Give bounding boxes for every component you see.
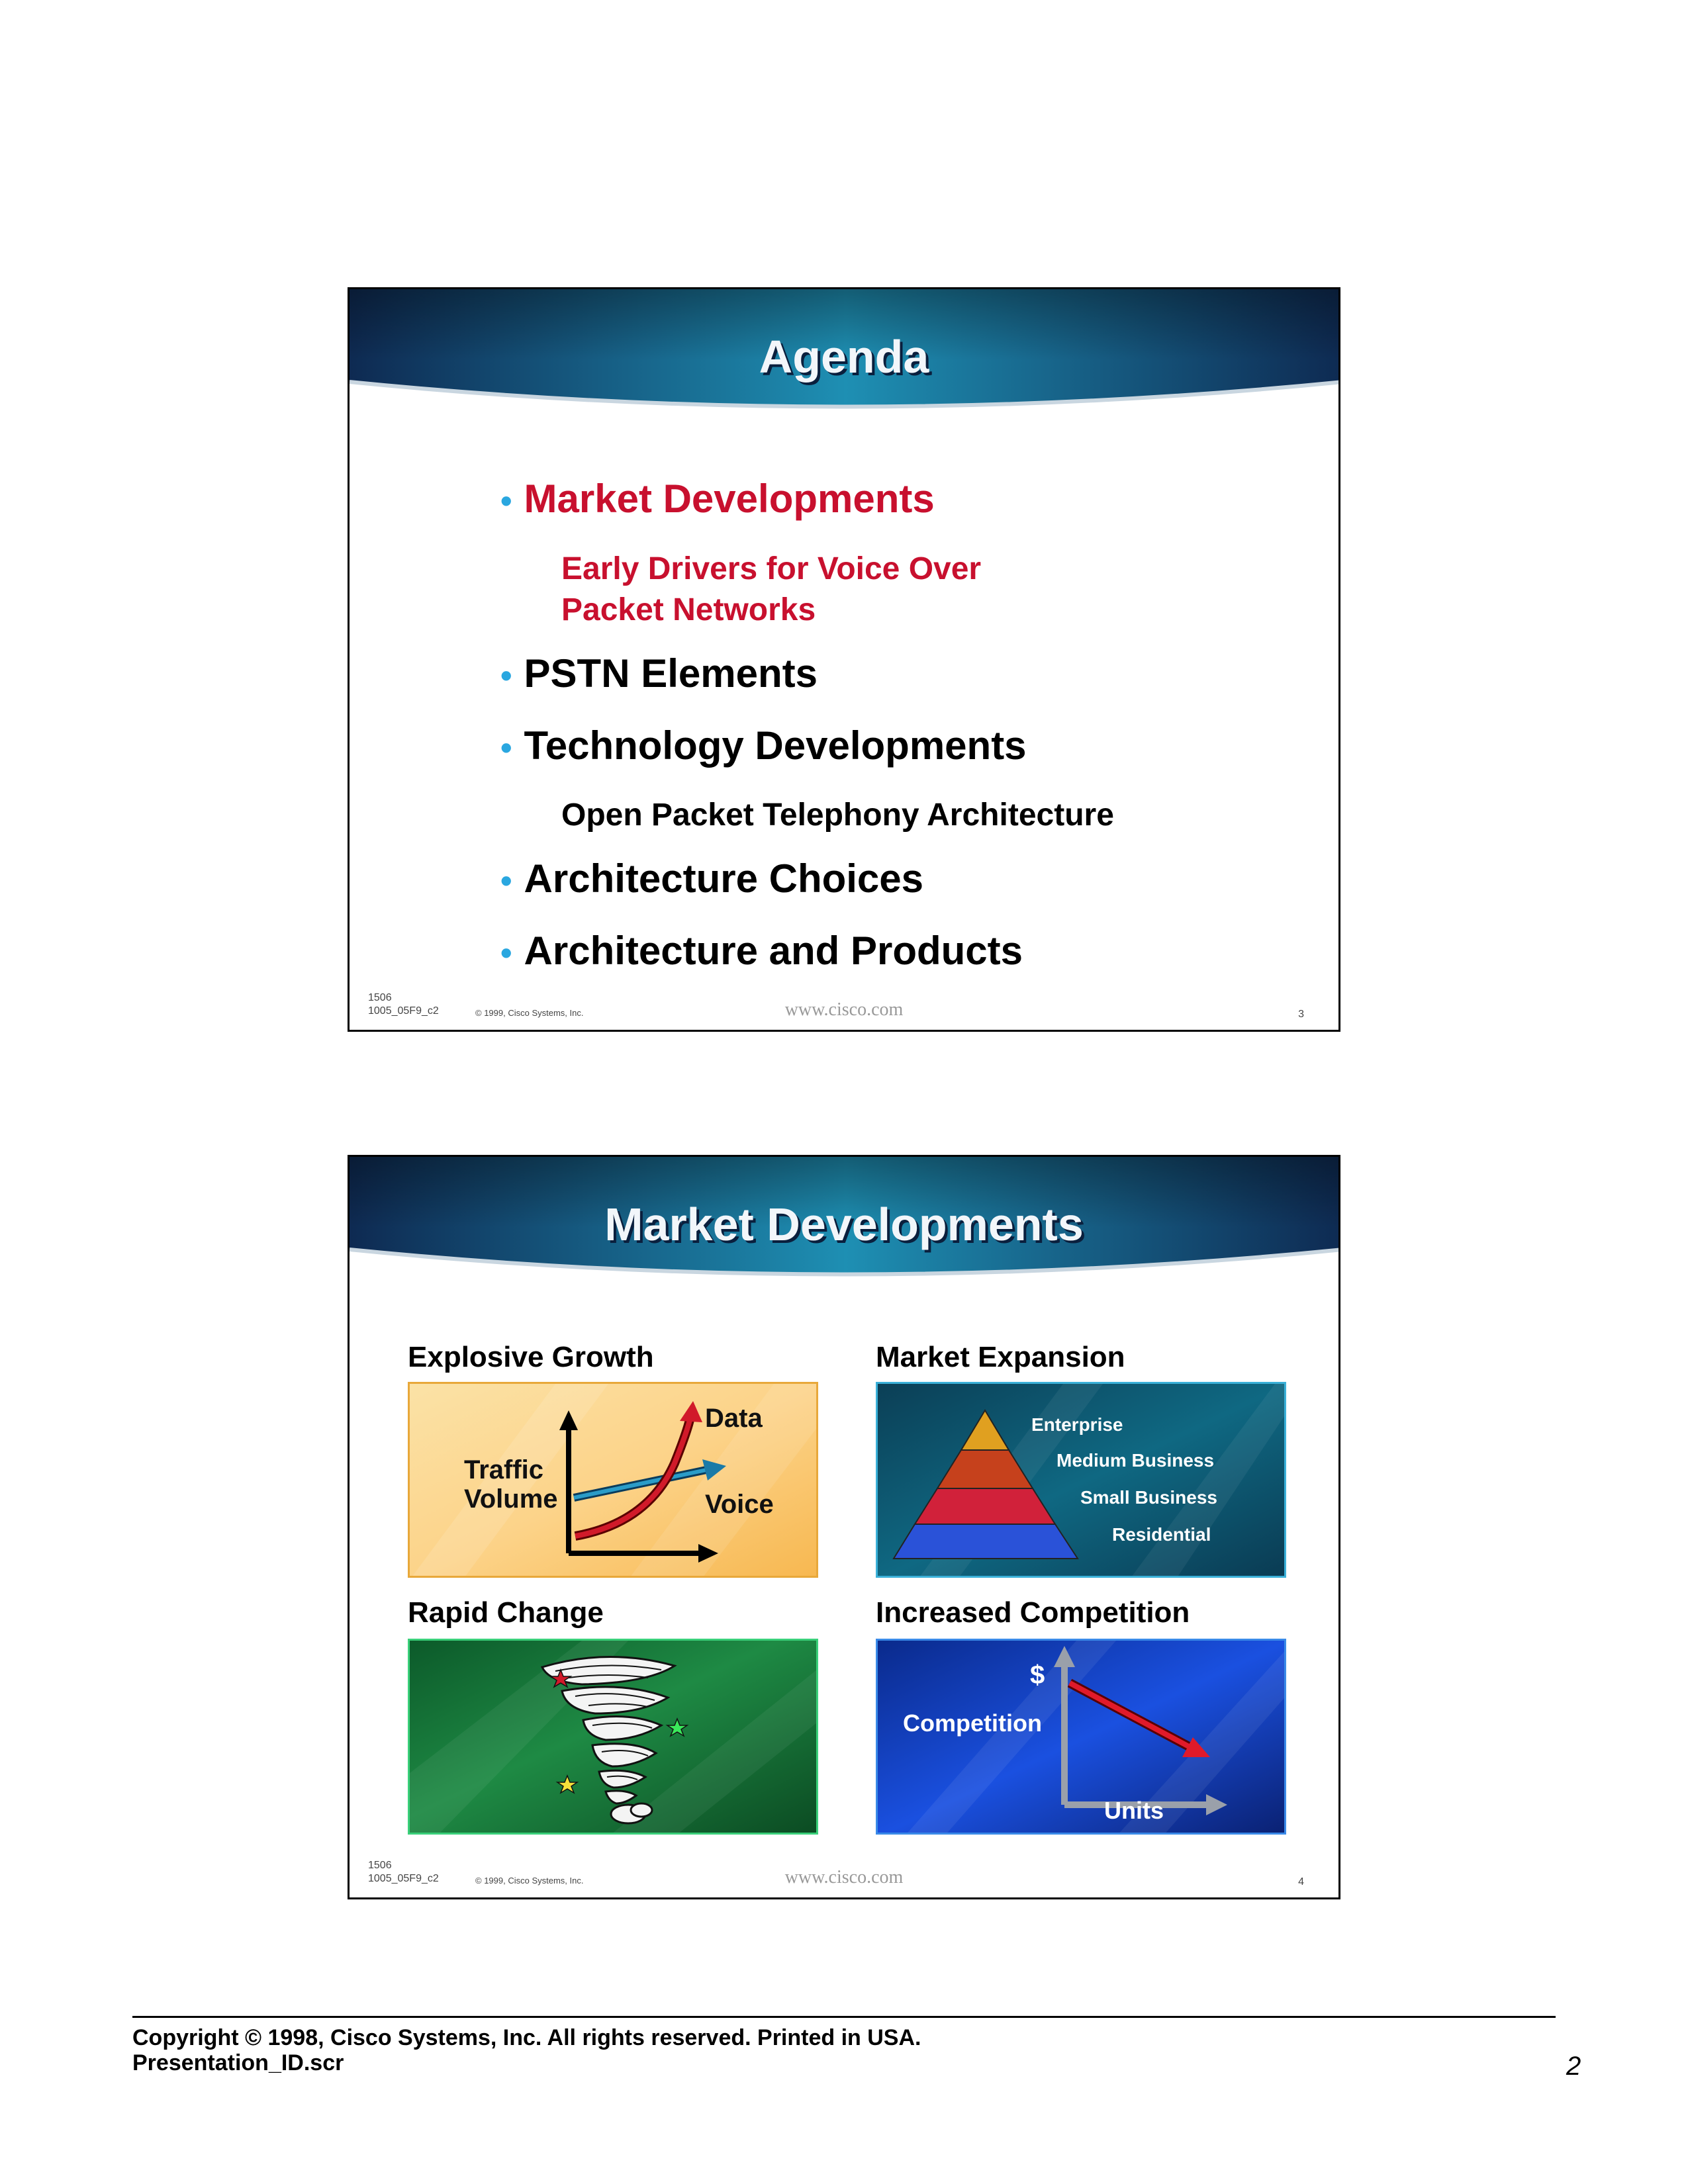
- page-copyright: Copyright © 1998, Cisco Systems, Inc. All rights reserved. Printed in USA.: [132, 2025, 921, 2050]
- slide-number: 3: [1298, 1009, 1304, 1020]
- presentation-id: Presentation_ID.scr: [132, 2050, 344, 2075]
- agenda-item-label: Market Developments: [524, 477, 935, 521]
- bullet-dot-icon: •: [500, 862, 512, 899]
- increased-competition-title: Increased Competition: [876, 1596, 1190, 1629]
- tornado-icon: [410, 1641, 818, 1835]
- agenda-subitem-early-drivers: [561, 549, 981, 631]
- cisco-url: www.cisco.com: [784, 999, 904, 1020]
- units-label: Units: [1104, 1797, 1164, 1824]
- axis-label-line: Volume: [464, 1484, 558, 1514]
- market-developments-slide: [348, 1155, 1340, 1899]
- tier-medium-business: Medium Business: [1056, 1450, 1215, 1471]
- voice-label: Voice: [705, 1490, 774, 1519]
- agenda-item-label: Architecture and Products: [524, 929, 1023, 973]
- increased-competition-panel: [876, 1639, 1286, 1835]
- traffic-volume-label: [464, 1455, 558, 1514]
- competition-graph: [878, 1641, 1286, 1835]
- slide-title: Market Developments: [604, 1199, 1084, 1250]
- agenda-item-market-developments: [500, 476, 935, 522]
- rapid-change-panel: [408, 1639, 818, 1835]
- slide-copyright: © 1999, Cisco Systems, Inc.: [475, 1876, 584, 1886]
- subitem-line: Early Drivers for Voice Over: [561, 551, 982, 586]
- tier-small-business: Small Business: [1080, 1487, 1217, 1508]
- agenda-item-label: Technology Developments: [524, 723, 1027, 768]
- bullet-dot-icon: •: [500, 729, 512, 766]
- agenda-item-architecture-products: [500, 928, 1023, 974]
- subitem-line: Open Packet Telephony Architecture: [561, 797, 1114, 833]
- cisco-url: www.cisco.com: [784, 1867, 904, 1888]
- slide-id-line: 1005_05F9_c2: [368, 1873, 439, 1884]
- competition-label: Competition: [903, 1709, 1042, 1737]
- agenda-item-label: PSTN Elements: [524, 651, 818, 696]
- agenda-item-label: Architecture Choices: [524, 856, 924, 901]
- data-label: Data: [705, 1404, 763, 1433]
- bullet-dot-icon: •: [500, 934, 512, 972]
- slide-number: 4: [1298, 1876, 1304, 1888]
- market-pyramid: [878, 1384, 1286, 1578]
- slide-id-line: 1506: [368, 992, 392, 1003]
- tier-residential: Residential: [1112, 1524, 1211, 1545]
- slide-id-line: 1005_05F9_c2: [368, 1005, 439, 1017]
- agenda-item-architecture-choices: [500, 856, 923, 901]
- axis-label-line: Traffic: [464, 1455, 544, 1484]
- agenda-item-pstn-elements: [500, 651, 818, 696]
- market-expansion-panel: [876, 1382, 1286, 1578]
- agenda-item-technology-developments: [500, 723, 1027, 768]
- agenda-subitem-open-packet: [561, 795, 1114, 836]
- explosive-growth-title: Explosive Growth: [408, 1341, 654, 1373]
- explosive-growth-panel: [408, 1382, 818, 1578]
- slide-title: Agenda: [759, 331, 929, 383]
- rapid-change-title: Rapid Change: [408, 1596, 604, 1629]
- market-expansion-title: Market Expansion: [876, 1341, 1125, 1373]
- agenda-slide: [348, 287, 1340, 1032]
- bullet-dot-icon: •: [500, 482, 512, 520]
- slide-copyright: © 1999, Cisco Systems, Inc.: [475, 1008, 584, 1018]
- dollar-label: $: [1030, 1661, 1045, 1690]
- tier-enterprise: Enterprise: [1031, 1414, 1123, 1435]
- subitem-line: Packet Networks: [561, 592, 816, 627]
- bullet-dot-icon: •: [500, 657, 512, 694]
- footer-divider: [132, 2016, 1556, 2018]
- page-number: 2: [1566, 2052, 1581, 2081]
- slide-id-line: 1506: [368, 1860, 392, 1871]
- page-footer: [132, 2025, 921, 2075]
